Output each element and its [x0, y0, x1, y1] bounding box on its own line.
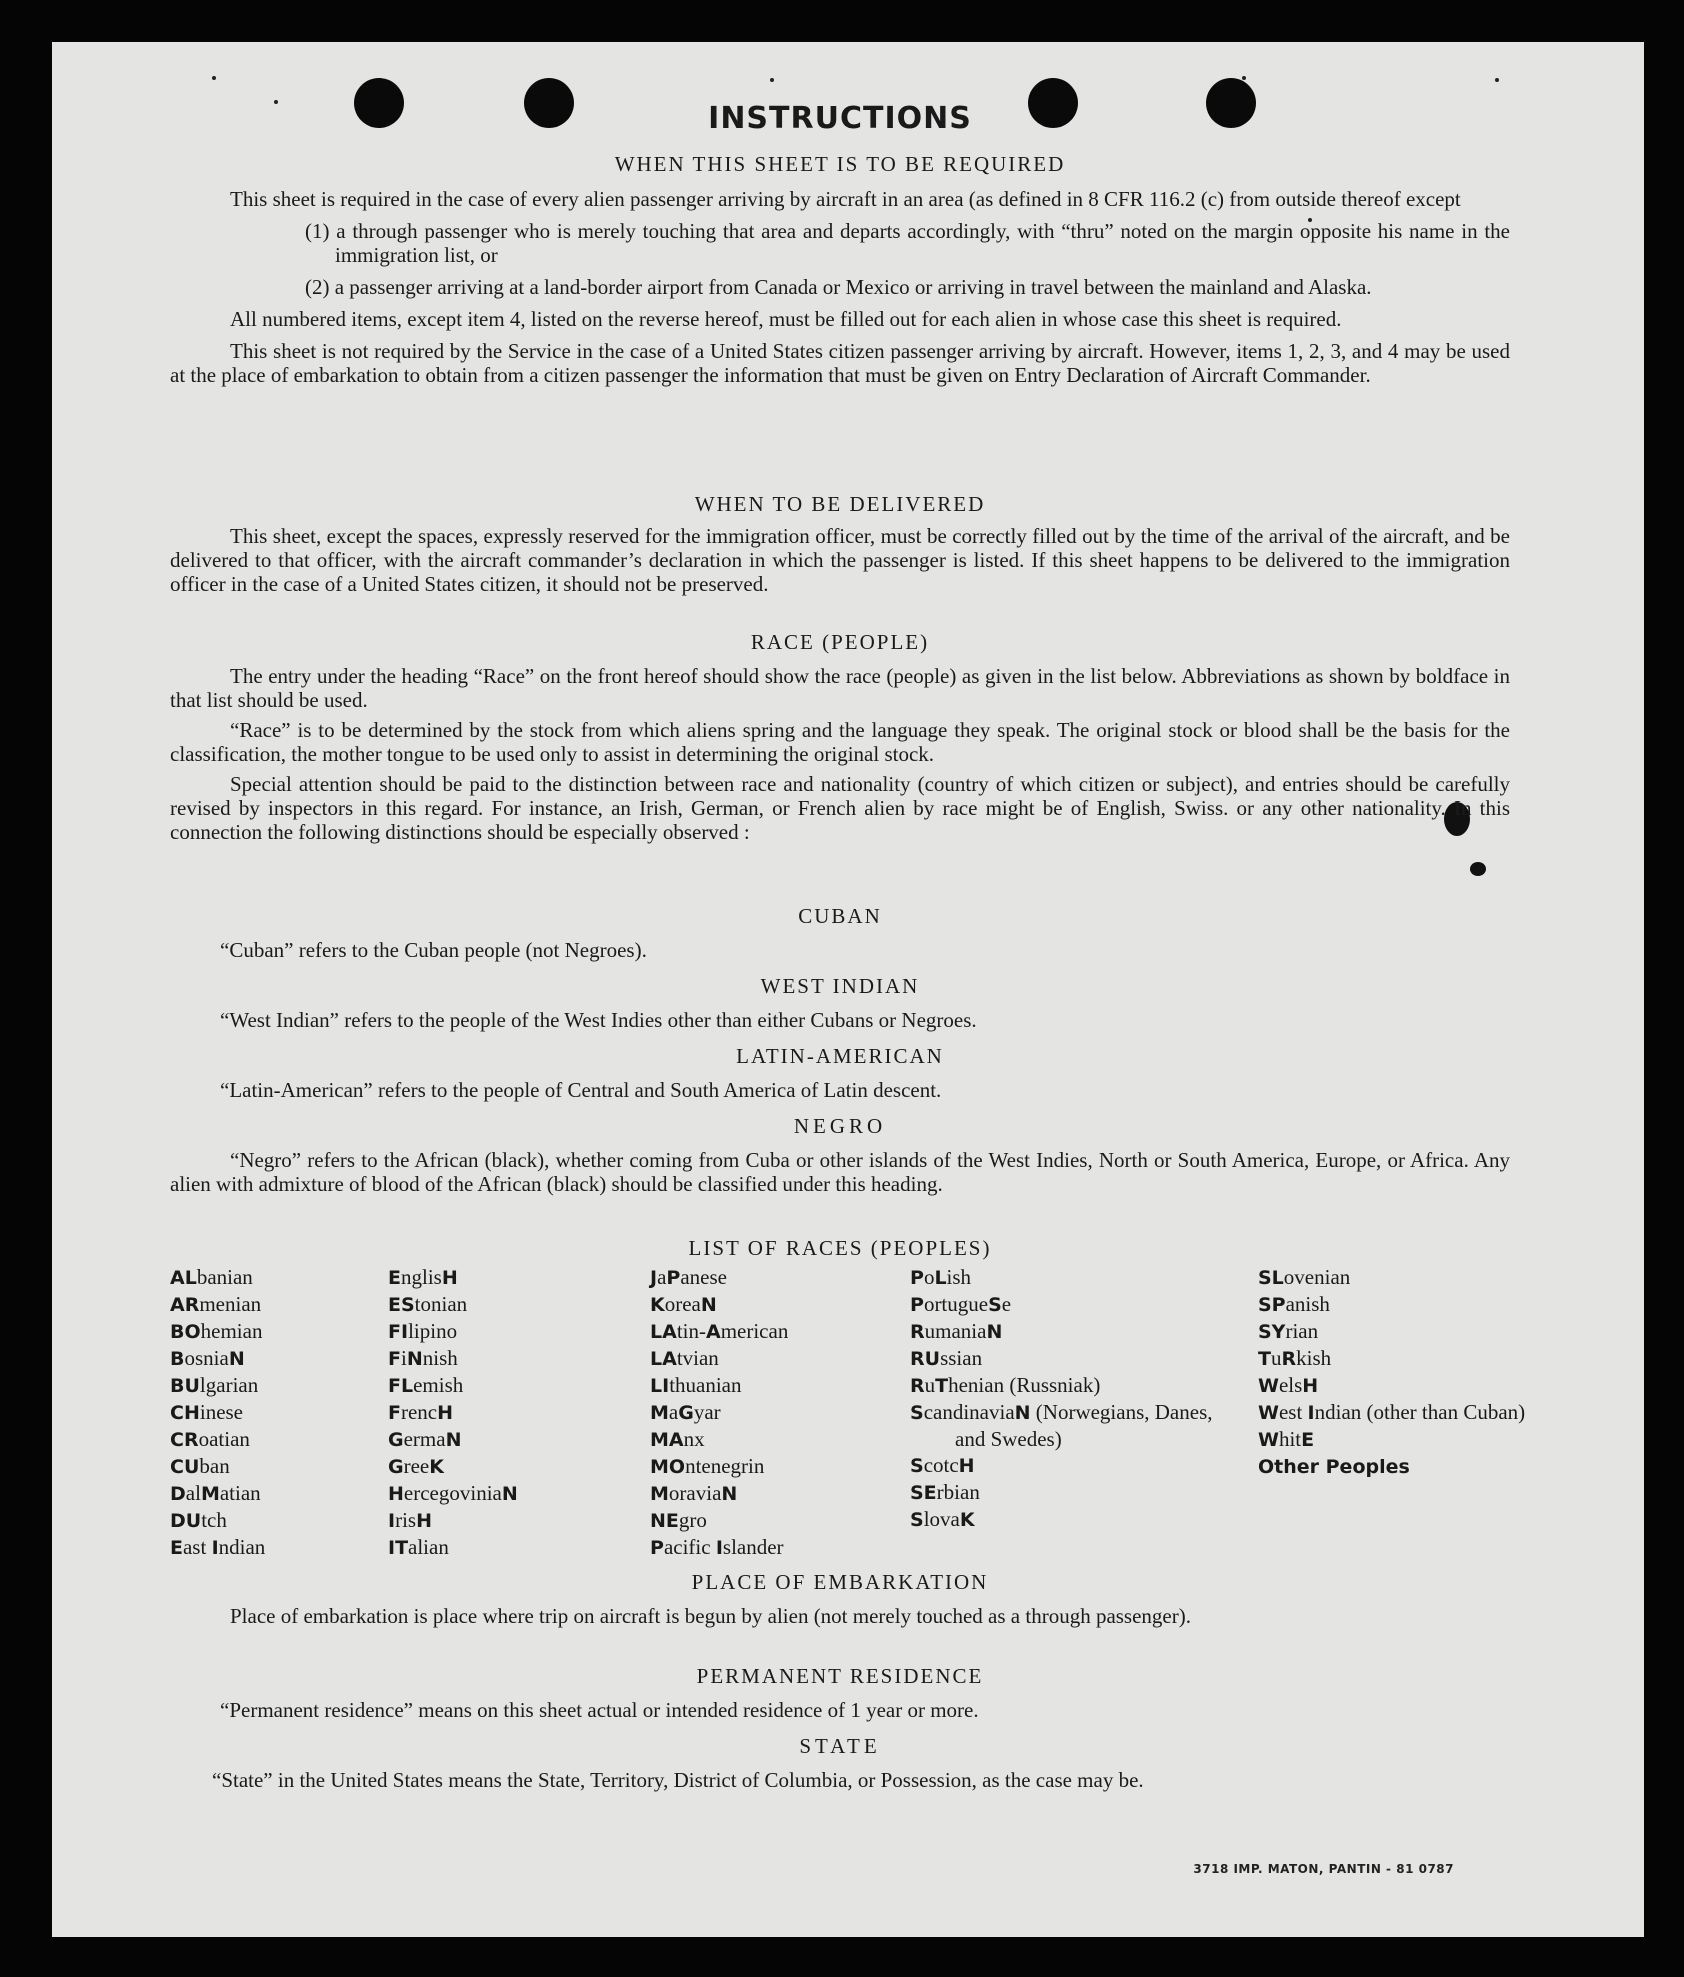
race-name-part: lgarian	[199, 1373, 259, 1397]
race-entry	[388, 1264, 518, 1291]
race-abbreviation: W	[1258, 1402, 1279, 1424]
race-abbreviation: E	[170, 1537, 183, 1559]
paragraph: Place of embarkation is place where trip on aircraft is begun by alien (not merely touched as a through passenger).	[230, 1604, 1191, 1628]
race-entry	[910, 1452, 1225, 1479]
race-abbreviation: BU	[170, 1375, 200, 1397]
race-entry	[650, 1480, 788, 1507]
race-entry	[1258, 1264, 1553, 1291]
race-abbreviation: R	[1281, 1348, 1297, 1370]
race-name-part: tin-	[676, 1319, 706, 1343]
race-entry	[650, 1453, 788, 1480]
race-abbreviation: FL	[388, 1375, 414, 1397]
paragraph: This sheet is required in the case of every alien passenger arriving by aircraft in an area (as defined in 8 CFR 116.2 (c) from outside thereof except	[230, 187, 1461, 211]
race-abbreviation: K	[959, 1509, 975, 1531]
ink-blot	[1470, 862, 1486, 876]
race-name-part: tonian	[414, 1292, 468, 1316]
list-item: (2) a passenger arriving at a land-border airport from Canada or Mexico or arriving in travel between the mainland and Alaska.	[305, 275, 1372, 299]
race-entry	[388, 1345, 518, 1372]
race-entry	[650, 1534, 788, 1561]
race-abbreviation: S	[988, 1294, 1002, 1316]
race-name-part: hit	[1278, 1427, 1302, 1451]
race-abbreviation: I	[211, 1537, 219, 1559]
race-abbreviation: I	[715, 1537, 723, 1559]
heading-when-delivered: WHEN TO BE DELIVERED	[694, 492, 986, 516]
race-name-part: e	[1001, 1292, 1012, 1316]
race-entry	[1258, 1345, 1553, 1372]
paragraph: “Race” is to be determined by the stock from which aliens spring and the language they speak. The original stock or blood shall be the basis for the classification, the mother tongue to be used only to assist in determining the original stock.	[170, 718, 1510, 766]
race-abbreviation: SE	[910, 1482, 937, 1504]
race-name-part: yar	[693, 1400, 721, 1424]
race-abbreviation: S	[910, 1455, 924, 1477]
race-entry	[910, 1506, 1225, 1533]
race-abbreviation: N	[986, 1321, 1003, 1343]
race-name-part: henian (Russniak)	[948, 1373, 1101, 1397]
race-abbreviation: P	[666, 1267, 681, 1289]
race-name-part: inese	[199, 1400, 244, 1424]
race-list	[170, 1264, 1526, 1559]
race-abbreviation: G	[388, 1429, 404, 1451]
race-abbreviation: M	[650, 1402, 669, 1424]
race-abbreviation: F	[388, 1402, 401, 1424]
race-name-part: els	[1278, 1373, 1303, 1397]
race-name-part: ndian	[218, 1535, 266, 1559]
race-entry	[388, 1453, 518, 1480]
paragraph: Special attention should be paid to the distinction between race and nationality (country of which citizen or subject), and entries should be carefully revised by inspectors in this regard. For instance, an Irish, German, or French alien by race might be of English, Swiss. or any other nationality. In this connection the following distinctions should be especially observed :	[170, 772, 1510, 844]
race-name-part: rbian	[936, 1480, 980, 1504]
section-embarkation	[170, 1604, 1510, 1628]
race-abbreviation: H	[958, 1455, 975, 1477]
race-name-part: oatian	[198, 1427, 250, 1451]
race-abbreviation: AL	[170, 1267, 197, 1289]
race-column	[1258, 1264, 1553, 1480]
race-entry	[910, 1399, 1225, 1452]
race-name-part: anese	[680, 1265, 727, 1289]
paragraph: This sheet, except the spaces, expressly reserved for the immigration officer, must be correctly filled out by the time of the arrival of the aircraft, and be delivered to that officer, with the aircraft commander’s declaration in which the passenger is listed. If this sheet happens to be delivered to the immigration officer in the case of a United States citizen, it should not be preserved.	[170, 524, 1510, 596]
text-west-indian: “West Indian” refers to the people of the West Indies other than either Cubans or Negroes.	[220, 1008, 977, 1032]
heading-state: STATE	[799, 1734, 881, 1758]
race-abbreviation: BO	[170, 1321, 201, 1343]
race-name-part: ntenegrin	[685, 1454, 765, 1478]
race-abbreviation: P	[910, 1294, 924, 1316]
heading-latin-american: LATIN-AMERICAN	[736, 1044, 944, 1068]
heading-embarkation: PLACE OF EMBARKATION	[691, 1570, 989, 1594]
race-name-part: candinavia	[923, 1400, 1015, 1424]
race-name-part: rian	[1285, 1319, 1319, 1343]
race-abbreviation: W	[1258, 1429, 1279, 1451]
race-name-part: ree	[403, 1454, 430, 1478]
race-abbreviation: SP	[1258, 1294, 1286, 1316]
race-abbreviation: N	[1014, 1402, 1031, 1424]
speck	[212, 76, 216, 80]
race-abbreviation: CR	[170, 1429, 199, 1451]
speck	[770, 78, 774, 82]
race-abbreviation: P	[650, 1537, 664, 1559]
race-name-part: nglis	[400, 1265, 442, 1289]
text-latin-american: “Latin-American” refers to the people of Central and South America of Latin descent.	[220, 1078, 942, 1102]
race-abbreviation: N	[721, 1483, 738, 1505]
race-abbreviation: AR	[170, 1294, 200, 1316]
race-entry	[910, 1345, 1225, 1372]
race-name-part: ercegovinia	[403, 1481, 502, 1505]
race-name-part: oravia	[668, 1481, 722, 1505]
race-entry	[388, 1480, 518, 1507]
race-abbreviation: CU	[170, 1456, 200, 1478]
race-entry	[170, 1453, 265, 1480]
race-abbreviation: H	[416, 1510, 432, 1532]
race-abbreviation: F	[388, 1348, 401, 1370]
race-name-part: ish	[946, 1265, 972, 1289]
race-abbreviation: LI	[650, 1375, 670, 1397]
heading-cuban: CUBAN	[798, 904, 882, 928]
race-entry	[170, 1318, 265, 1345]
race-abbreviation: SL	[1258, 1267, 1284, 1289]
race-abbreviation: E	[1301, 1429, 1315, 1451]
race-entry	[1258, 1372, 1553, 1399]
race-abbreviation: M	[650, 1483, 669, 1505]
race-entry	[650, 1264, 788, 1291]
race-name-part: tch	[201, 1508, 227, 1532]
race-abbreviation: N	[501, 1483, 518, 1505]
race-column	[910, 1264, 1225, 1533]
race-entry	[1258, 1318, 1553, 1345]
race-entry	[910, 1291, 1225, 1318]
section-when-required	[170, 187, 1510, 387]
race-name-part: ndian (other than Cuban)	[1314, 1400, 1526, 1424]
race-abbreviation: DU	[170, 1510, 202, 1532]
race-entry	[388, 1534, 518, 1561]
race-entry	[388, 1291, 518, 1318]
race-name-part: gro	[678, 1508, 707, 1532]
heading-when-required: WHEN THIS SHEET IS TO BE REQUIRED	[614, 152, 1066, 176]
document-sheet	[52, 42, 1644, 1937]
race-entry	[170, 1372, 265, 1399]
race-entry	[650, 1291, 788, 1318]
race-abbreviation: D	[170, 1483, 186, 1505]
race-entry	[910, 1318, 1225, 1345]
race-name-part: alian	[408, 1535, 449, 1559]
speck	[1495, 78, 1499, 82]
race-name-part: erma	[403, 1427, 446, 1451]
race-name-part: acific	[663, 1535, 716, 1559]
race-abbreviation: T	[1258, 1348, 1271, 1370]
race-abbreviation: R	[910, 1375, 925, 1397]
race-entry	[170, 1480, 265, 1507]
speck	[1242, 76, 1246, 80]
race-abbreviation: T	[935, 1375, 949, 1397]
race-column	[170, 1264, 265, 1561]
race-entry	[170, 1534, 265, 1561]
race-entry	[170, 1345, 265, 1372]
race-abbreviation: IT	[388, 1537, 409, 1559]
race-abbreviation: W	[1258, 1375, 1279, 1397]
race-abbreviation: N	[406, 1348, 423, 1370]
race-entry	[388, 1399, 518, 1426]
race-name-part: al	[185, 1481, 201, 1505]
race-abbreviation: FI	[388, 1321, 409, 1343]
race-abbreviation: M	[200, 1483, 220, 1505]
race-entry	[650, 1426, 788, 1453]
race-name-part: a	[657, 1265, 667, 1289]
race-entry	[170, 1291, 265, 1318]
race-abbreviation: Other Peoples	[1258, 1456, 1410, 1478]
race-entry	[388, 1318, 518, 1345]
race-entry	[170, 1507, 265, 1534]
race-entry	[1258, 1453, 1553, 1480]
race-name-part: tvian	[676, 1346, 719, 1370]
race-abbreviation: J	[650, 1267, 658, 1289]
race-entry	[650, 1507, 788, 1534]
race-entry	[388, 1372, 518, 1399]
race-abbreviation: LA	[650, 1348, 677, 1370]
race-abbreviation: N	[445, 1429, 462, 1451]
race-name-part: u	[1270, 1346, 1282, 1370]
section-negro	[170, 1148, 1510, 1196]
race-name-part: (Norwegians, Danes, and Swedes)	[955, 1400, 1213, 1451]
race-abbreviation: N	[700, 1294, 717, 1316]
race-column	[650, 1264, 788, 1561]
section-when-delivered	[170, 524, 1510, 596]
race-abbreviation: H	[437, 1402, 454, 1424]
race-name-part: ban	[199, 1454, 230, 1478]
paragraph: This sheet is not required by the Service in the case of a United States citizen passenger arriving by aircraft. However, items 1, 2, 3, and 4 may be used at the place of embarkation to obtain from a citizen passenger the information that must be given on Entry Declaration of Aircraft Commander.	[170, 339, 1510, 387]
race-abbreviation: MA	[650, 1429, 684, 1451]
heading-west-indian: WEST INDIAN	[760, 974, 920, 998]
race-abbreviation: E	[388, 1267, 401, 1289]
race-abbreviation: K	[429, 1456, 444, 1478]
race-name-part: u	[924, 1373, 936, 1397]
race-abbreviation: MO	[650, 1456, 686, 1478]
race-name-part: menian	[199, 1292, 262, 1316]
race-abbreviation: G	[678, 1402, 694, 1424]
race-name-part: emish	[413, 1373, 464, 1397]
printer-mark: 3718 IMP. MATON, PANTIN - 81 0787	[1193, 1862, 1454, 1876]
race-name-part: ortugue	[923, 1292, 989, 1316]
race-name-part: a	[668, 1400, 679, 1424]
race-entry	[170, 1399, 265, 1426]
race-abbreviation: LA	[650, 1321, 677, 1343]
race-name-part: atian	[219, 1481, 261, 1505]
race-entry	[1258, 1426, 1553, 1453]
race-name-part: lipino	[408, 1319, 458, 1343]
heading-race: RACE (PEOPLE)	[750, 630, 930, 654]
race-entry	[1258, 1399, 1553, 1426]
race-column	[388, 1264, 518, 1561]
heading-residence: PERMANENT RESIDENCE	[696, 1664, 984, 1688]
race-name-part: lova	[923, 1507, 960, 1531]
race-abbreviation: G	[388, 1456, 404, 1478]
race-name-part: orea	[664, 1292, 701, 1316]
race-name-part: banian	[196, 1265, 253, 1289]
race-abbreviation: K	[650, 1294, 665, 1316]
race-abbreviation: P	[910, 1267, 924, 1289]
text-cuban: “Cuban” refers to the Cuban people (not Negroes).	[220, 938, 647, 962]
race-entry	[388, 1507, 518, 1534]
race-name-part: ast	[182, 1535, 212, 1559]
race-abbreviation: I	[1307, 1402, 1315, 1424]
race-name-part: est	[1278, 1400, 1308, 1424]
race-name-part: kish	[1296, 1346, 1332, 1370]
race-entry	[170, 1264, 265, 1291]
race-abbreviation: N	[228, 1348, 245, 1370]
race-abbreviation: R	[910, 1321, 925, 1343]
race-name-part: nish	[422, 1346, 458, 1370]
race-abbreviation: A	[705, 1321, 721, 1343]
race-abbreviation: I	[388, 1510, 396, 1532]
race-name-part: i	[400, 1346, 407, 1370]
race-name-part: nx	[683, 1427, 705, 1451]
race-name-part: slander	[722, 1535, 784, 1559]
race-entry	[1258, 1291, 1553, 1318]
race-name-part: ovenian	[1283, 1265, 1351, 1289]
race-abbreviation: H	[441, 1267, 458, 1289]
race-abbreviation: SY	[1258, 1321, 1286, 1343]
text-residence: “Permanent residence” means on this sheet actual or intended residence of 1 year or more.	[220, 1698, 979, 1722]
race-entry	[910, 1264, 1225, 1291]
race-entry	[650, 1345, 788, 1372]
paragraph: All numbered items, except item 4, listed on the reverse hereof, must be filled out for each alien in whose case this sheet is required.	[230, 307, 1342, 331]
race-name-part: ris	[395, 1508, 417, 1532]
race-name-part: merican	[720, 1319, 789, 1343]
race-entry	[170, 1426, 265, 1453]
race-entry	[650, 1372, 788, 1399]
race-entry	[650, 1318, 788, 1345]
paragraph: The entry under the heading “Race” on the front hereof should show the race (people) as given in the list below. Abbreviations as shown by boldface in that list should be used.	[170, 664, 1510, 712]
race-name-part: renc	[400, 1400, 438, 1424]
heading-list-of-races: LIST OF RACES (PEOPLES)	[688, 1236, 992, 1260]
race-name-part: ssian	[940, 1346, 983, 1370]
race-abbreviation: S	[910, 1509, 924, 1531]
text-state: “State” in the United States means the State, Territory, District of Columbia, or Possession, as the case may be.	[212, 1768, 1144, 1792]
race-name-part: umania	[924, 1319, 987, 1343]
list-item: (1) a through passenger who is merely touching that area and departs accordingly, with “thru” noted on the margin opposite his name in the immigration list, or	[305, 219, 1510, 267]
race-abbreviation: H	[1302, 1375, 1319, 1397]
race-abbreviation: ES	[388, 1294, 415, 1316]
race-name-part: anish	[1285, 1292, 1330, 1316]
race-name-part: cotc	[923, 1453, 959, 1477]
race-name-part: o	[923, 1265, 935, 1289]
race-abbreviation: NE	[650, 1510, 679, 1532]
race-abbreviation: B	[170, 1348, 185, 1370]
race-name-part: thuanian	[669, 1373, 742, 1397]
race-entry	[910, 1372, 1225, 1399]
race-abbreviation: H	[388, 1483, 404, 1505]
race-name-part: hemian	[200, 1319, 263, 1343]
race-abbreviation: CH	[170, 1402, 200, 1424]
race-entry	[650, 1399, 788, 1426]
race-entry	[388, 1426, 518, 1453]
race-abbreviation: L	[934, 1267, 947, 1289]
page-title: INSTRUCTIONS	[708, 101, 972, 136]
race-abbreviation: S	[910, 1402, 924, 1424]
paragraph: “Negro” refers to the African (black), whether coming from Cuba or other islands of the West Indies, North or South America, Europe, or Africa. Any alien with admixture of blood of the African (black) should be classified under this heading.	[170, 1148, 1510, 1196]
heading-negro: NEGRO	[793, 1114, 887, 1138]
race-name-part: osnia	[184, 1346, 229, 1370]
section-race	[170, 664, 1510, 844]
race-entry	[910, 1479, 1225, 1506]
race-abbreviation: RU	[910, 1348, 941, 1370]
